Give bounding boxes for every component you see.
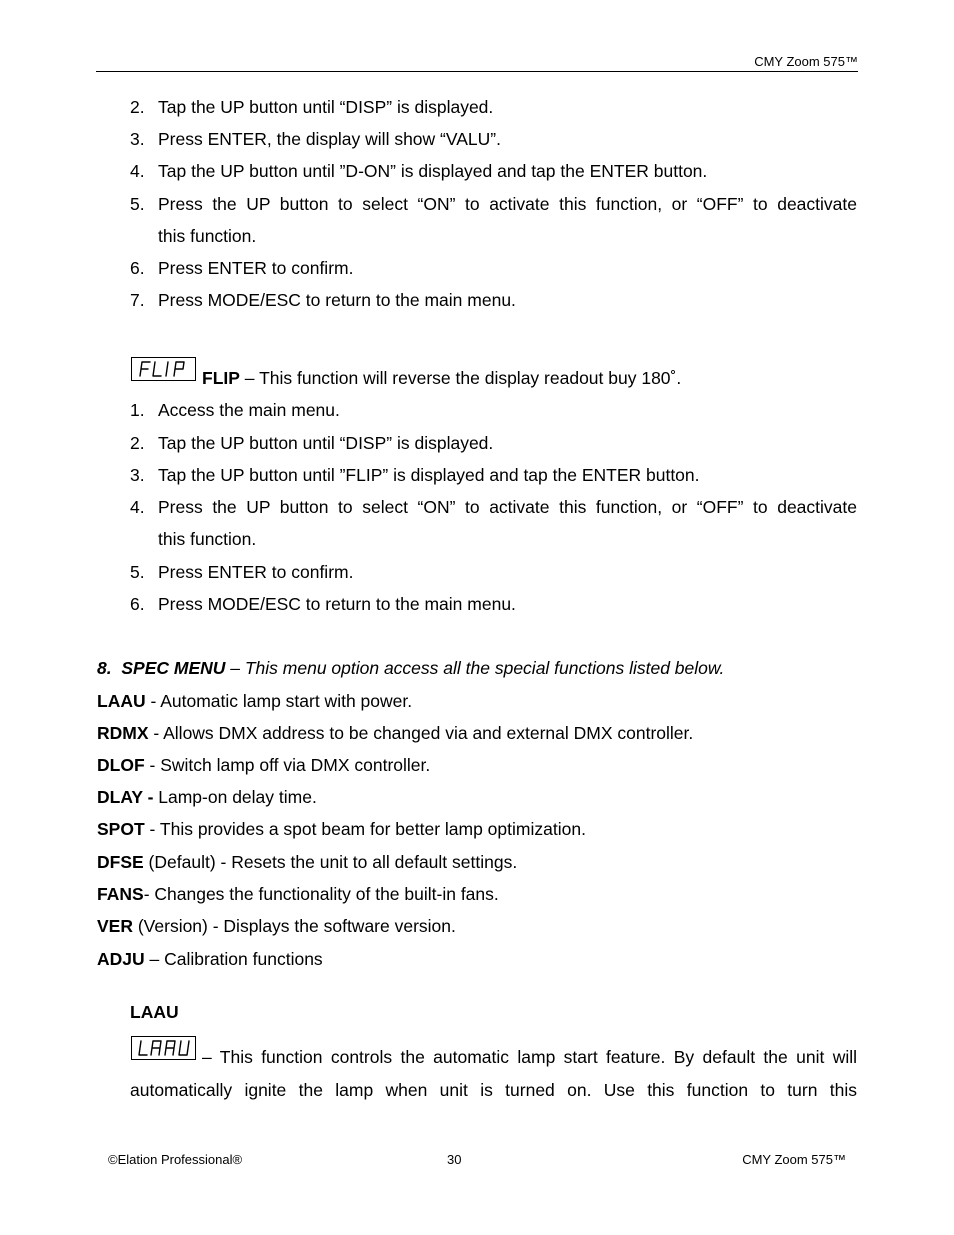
definition-item: VER (Version) - Displays the software version. (97, 916, 456, 936)
footer-copyright: ©Elation Professional® (108, 1152, 243, 1167)
definition-item: LAAU - Automatic lamp start with power. (97, 691, 413, 711)
flip-heading: FLIP – This function will reverse the display readout buy 180˚. (202, 368, 682, 388)
definition-item: RDMX - Allows DMX address to be changed via and external DMX controller. (97, 723, 694, 743)
definition-item: FANS- Changes the functionality of the built-in fans. (97, 884, 499, 904)
definition-item: SPOT - This provides a spot beam for better lamp optimization. (97, 819, 586, 839)
definition-item: DLAY - Lamp-on delay time. (97, 787, 317, 807)
header-rule (96, 71, 858, 72)
laau-lcd-display (131, 1036, 196, 1060)
footer-page-number: 30 (447, 1152, 462, 1167)
laau-lcd-glyphs (136, 1039, 192, 1057)
laau-paragraph-line-2: automatically ignite the lamp when unit is turned on. Use this function to turn this (130, 1080, 857, 1100)
flip-lcd-glyphs (136, 360, 192, 378)
header-title: CMY Zoom 575™ (754, 54, 858, 69)
manual-page: CMY Zoom 575™ 2. Tap the UP button until “DISP” is displayed. 3. Press ENTER, the display will show “VALU”. 4. Tap the UP button until ”D-ON” is displayed and tap the ENTER button. 5. Press the UP button to select “ON” to activate this function, or “OFF” to deactivate this function. 6. Press ENTER to confirm. 7. Press MODE/ESC to return to the main menu. FLIP – This function will reverse the display readout buy 180˚. 1. Access the main menu. 2. Tap the UP button until “DISP” is displayed. 3. Tap the UP button until ”FLIP” is displayed and tap the ENTER button. 4. Press the UP button to select “ON” to activate this function, or “OFF” to deactivate this function. 5. Press ENTER to confirm. 6. Press MODE/ESC to return to the main menu. 8. SPEC MENU – This menu option access all the special functions listed below. LAAU - Automatic lamp start with power. RDMX - Allows DMX address to be changed via and external DMX controller. DLOF - Switch lamp off via DMX controller. DLAY - Lamp-on delay time. SPOT - This provides a spot beam for better lamp optimization. DFSE (Default) - Resets the unit to all default settings. FANS- Changes the functionality of the built-in fans. VER (Version) - Displays the software version. ADJU – Calibration functions LAAU – This function controls the automatic lamp start feature. By default the unit will automatically ignite the lamp when unit is turned on. Use this function to turn this ©Elation Professional® 30 CMY Zoom 575™ (97, 54, 858, 1167)
laau-heading: LAAU (130, 1002, 179, 1022)
spec-menu-heading: 8. SPEC MENU – This menu option access all the special functions listed below. (97, 658, 725, 678)
definition-item: DFSE (Default) - Resets the unit to all default settings. (97, 852, 518, 872)
laau-paragraph-line-1: – This function controls the automatic lamp start feature. By default the unit will (202, 1047, 857, 1067)
definition-item: DLOF - Switch lamp off via DMX controller. (97, 755, 431, 775)
flip-lcd-display (131, 357, 196, 381)
definition-item: ADJU – Calibration functions (97, 949, 323, 969)
footer-product: CMY Zoom 575™ (742, 1152, 846, 1167)
